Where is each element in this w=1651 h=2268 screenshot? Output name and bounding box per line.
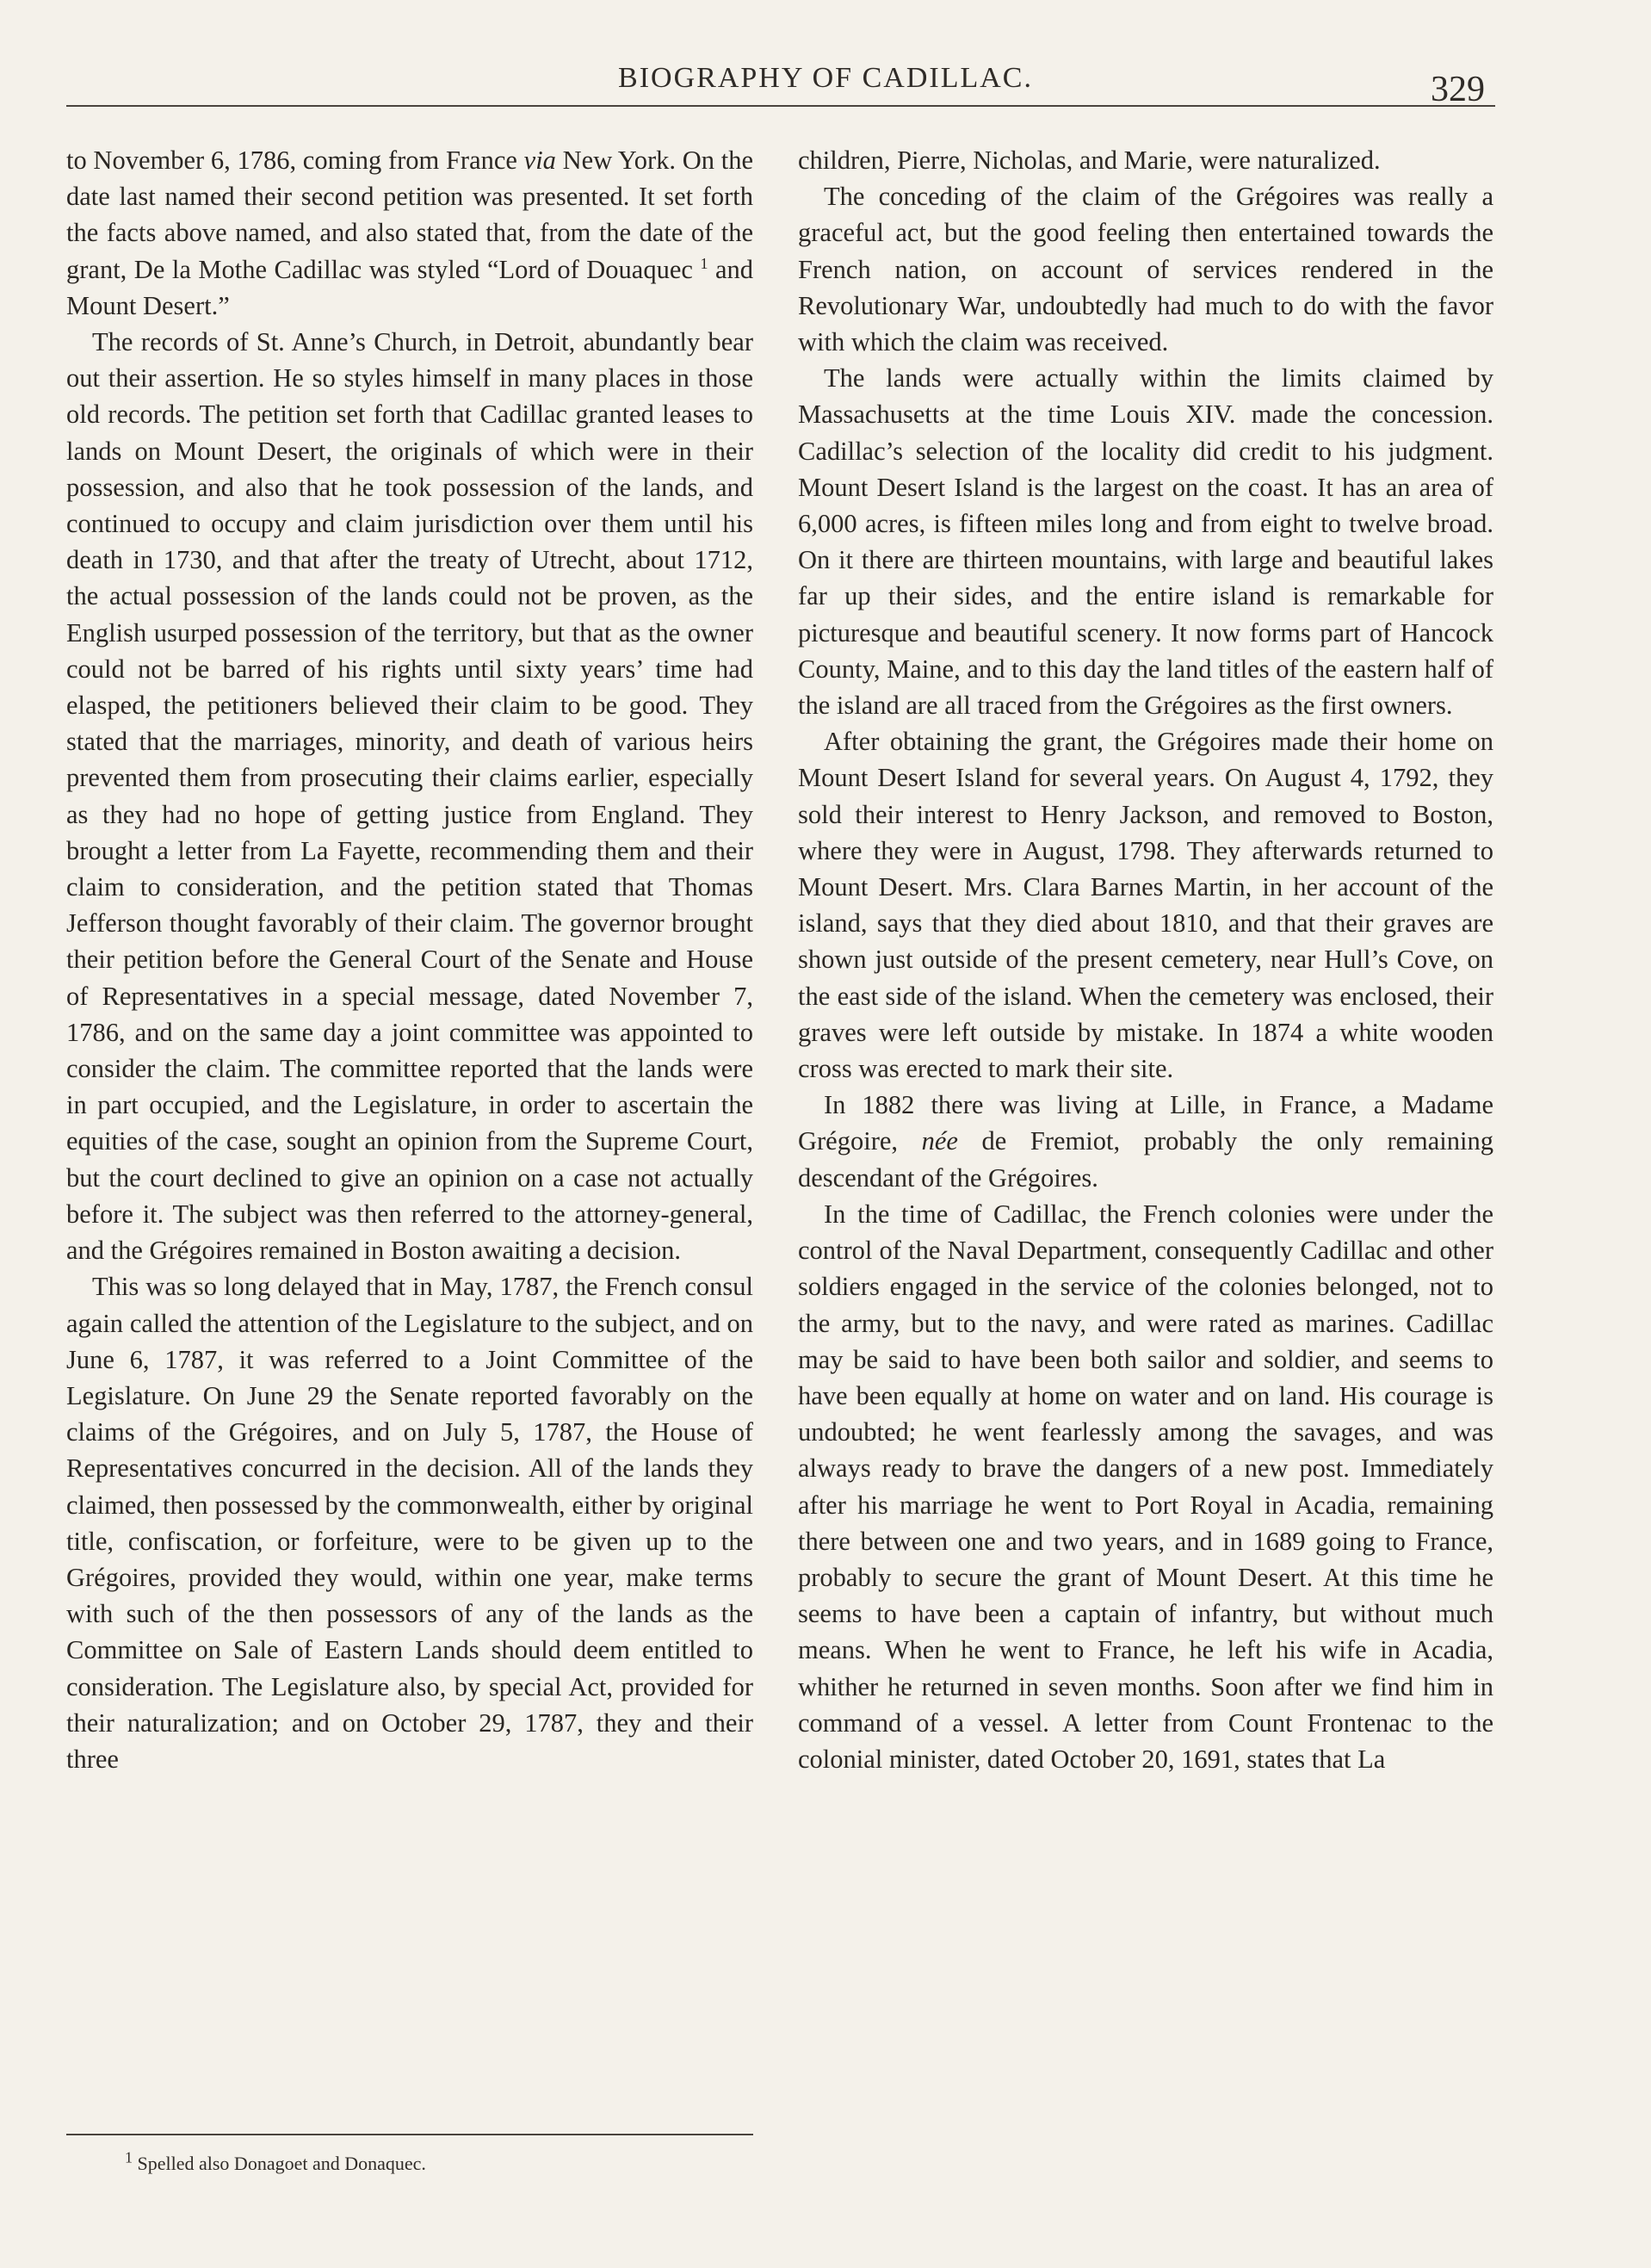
page-number: 329: [1431, 70, 1485, 109]
paragraph: The conceding of the claim of the Grégoires was really a graceful act, but the good feeling then entertained towards the French nation, on account of services rendered in the Revolutionary War, undoubtedly had much to do with the favor with which the claim was received.: [798, 182, 1493, 357]
footnote-rule: [66, 2134, 753, 2135]
text-run: de Fremiot, probably the only remaining descendant of the Grégoires.: [798, 1126, 1494, 1193]
footnote: [125, 2148, 426, 2175]
left-column: [66, 142, 753, 1777]
paragraph: The records of St. Anne’s Church, in Detroit, abundantly bear out their assertion. He so styles himself in many places in those old records. The petition set forth that Cadillac granted leases to lands on Mount Desert, the originals of which were in their possession, and also that he took possession of the lands, and continued to occupy and claim jurisdiction over them until his death in 1730, and that after the treaty of Utrecht, about 1712, the actual possession of the lands could not be proven, as the English usurped possession of the territory, but that as the owner could not be barred of his rights until sixty years’ time had elasped, the petitioners believed their claim to be good. They stated that the marriages, minority, and death of various heirs prevented them from prosecuting their claims earlier, especially as they had no hope of getting justice from England. They brought a letter from La Fayette, recommending them and their claim to consideration, and the petition stated that Thomas Jefferson thought favorably of their claim. The governor brought their petition before the General Court of the Senate and House of Representatives in a special message, dated November 7, 1786, and on the same day a joint committee was appointed to consider the claim. The committee reported that the lands were in part occupied, and the Legislature, in order to ascertain the equities of the case, sought an opinion from the Supreme Court, but the court declined to give an opinion on a case not actually before it. The subject was then referred to the attorney-general, and the Grégoires remained in Boston awaiting a decision.: [66, 327, 753, 1266]
paragraph: In the time of Cadillac, the French colonies were under the control of the Naval Department, consequently Cadillac and other soldiers engaged in the service of the colonies belonged, not to the army, but to the navy, and were rated as marines. Cadillac may be said to have been both sailor and soldier, and seems to have been equally at home on water and on land. His courage is undoubted; he went fearlessly among the savages, and was always ready to brave the dangers of a new post. Immediately after his marriage he went to Port Royal in Acadia, remaining there between one and two years, and in 1689 going to France, probably to secure the grant of Mount Desert. At this time he seems to have been a captain of infantry, but without much means. When he went to France, he left his wife in Acadia, whither he returned in seven months. Soon after we find him in command of a vessel. A letter from Count Frontenac to the colonial minister, dated October 20, 1691, states that La: [798, 1199, 1493, 1774]
paragraph: The lands were actually within the limits claimed by Massachusetts at the time Louis XIV. made the concession. Cadillac’s selection of the locality did credit to his judgment. Mount Desert Island is the largest on the coast. It has an area of 6,000 acres, is fifteen miles long and from eight to twelve broad. On it there are thirteen mountains, with large and beautiful lakes far up their sides, and the entire island is remarkable for picturesque and beautiful scenery. It now forms part of Hancock County, Maine, and to this day the land titles of the eastern half of the island are all traced from the Grégoires as the first owners.: [798, 363, 1493, 721]
italic-text: née: [921, 1126, 958, 1156]
paragraph: [798, 1087, 1493, 1196]
running-head: BIOGRAPHY OF CADILLAC.: [618, 62, 1033, 94]
text-run: New York. On the date last named their second petition was presented. It set forth the facts above named, and also stated that, from the date of the grant, De la Mothe Cadillac was styled “Lord of Douaquec: [66, 146, 753, 284]
footnote-reference: 1: [700, 254, 708, 272]
text-run: In 1882 there was living at Lille, in France, a Madame Grégoire,: [798, 1090, 1493, 1156]
footnote-text: Spelled also Donagoet and Donaquec.: [133, 2153, 426, 2174]
right-column: [798, 142, 1493, 1777]
italic-text: via: [523, 146, 556, 175]
text-run: to November 6, 1786, coming from France: [66, 146, 524, 175]
paragraph: children, Pierre, Nicholas, and Marie, were naturalized.: [798, 146, 1381, 175]
text-run: and Mount Desert.”: [66, 254, 753, 320]
footnote-marker: 1: [125, 2148, 133, 2166]
paragraph: This was so long delayed that in May, 1787, the French consul again called the attention of the Legislature to the subject, and on June 6, 1787, it was referred to a Joint Committee of the Legislature. On June 29 the Senate reported favorably on the claims of the Grégoires, and on July 5, 1787, the House of Representatives concurred in the decision. All of the lands they claimed, then possessed by the commonwealth, either by original title, confiscation, or forfeiture, were to be given up to the Grégoires, provided they would, within one year, make terms with such of the then possessors of any of the lands as the Committee on Sale of Eastern Lands should deem entitled to consideration. The Legislature also, by special Act, provided for their naturalization; and on October 29, 1787, they and their three: [66, 1272, 753, 1774]
paragraph: After obtaining the grant, the Grégoires made their home on Mount Desert Island for several years. On August 4, 1792, they sold their interest to Henry Jackson, and removed to Boston, where they were in August, 1798. They afterwards returned to Mount Desert. Mrs. Clara Barnes Martin, in her account of the island, says that they died about 1810, and that their graves are shown just outside of the present cemetery, near Hull’s Cove, on the east side of the island. When the cemetery was enclosed, their graves were left outside by mistake. In 1874 a white wooden cross was erected to mark their site.: [798, 727, 1493, 1084]
header-rule: [66, 105, 1495, 107]
paragraph: [66, 142, 753, 324]
